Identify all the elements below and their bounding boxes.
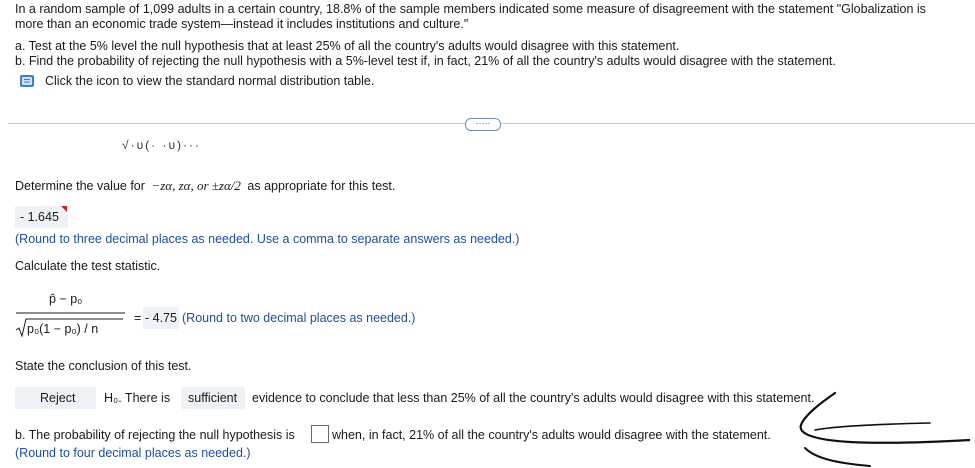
part-b-hint: (Round to four decimal places as needed.) — [15, 446, 251, 460]
part-b-text: b. Find the probability of rejecting the null hypothesis with a 5%-level test if, in fact, 21% of all the country's adults would disagree with the statement. — [15, 54, 836, 68]
expand-more-button[interactable]: ····· — [465, 118, 501, 131]
conclusion-rest: evidence to conclude that less than 25% of all the country's adults would disagree with this statement. — [252, 391, 815, 405]
critical-value-prompt-prefix: Determine the value for — [15, 179, 145, 193]
part-b-prompt-prefix: b. The probability of rejecting the null hypothesis is — [15, 428, 295, 442]
critical-value-prompt-suffix: as appropriate for this test. — [247, 179, 396, 193]
critical-value-answer-box[interactable] — [15, 206, 68, 228]
part-a-text: a. Test at the 5% level the null hypothesis that at least 25% of all the country's adults would disagree with this statement. — [15, 39, 680, 53]
question-text — [15, 2, 965, 69]
cut-off-formula: √·ᴜ(· ·ᴜ)··· — [122, 138, 202, 152]
evidence-value: sufficient — [188, 391, 238, 405]
evidence-dropdown[interactable] — [181, 387, 245, 409]
part-b-prompt-suffix: when, in fact, 21% of all the country's adults would disagree with the statement. — [332, 428, 771, 442]
formula-numerator: p̂ − p₀ — [49, 292, 83, 306]
critical-value-hint: (Round to three decimal places as needed. Use a comma to separate answers as needed.) — [15, 232, 520, 246]
formula-denominator: p₀(1 − p₀) / n — [27, 322, 99, 336]
decision-value: Reject — [40, 391, 76, 405]
decision-dropdown[interactable] — [15, 387, 96, 409]
critical-value-answer: - 1.645 — [20, 210, 59, 224]
test-statistic-hint: (Round to two decimal places as needed.) — [182, 311, 416, 325]
critical-value-symbols: −zα, zα, or ±zα/2 — [151, 178, 241, 193]
incorrect-flag-icon — [61, 206, 67, 212]
part-b-answer-input[interactable] — [311, 425, 329, 443]
test-statistic-answer: - 4.75 — [145, 311, 177, 325]
test-statistic-formula — [15, 288, 125, 340]
normal-table-link[interactable]: Click the icon to view the standard normal distribution table. — [45, 74, 375, 88]
equals-sign: = — [134, 311, 142, 325]
pen-scribble-mark — [795, 390, 970, 468]
question-line-1: In a random sample of 1,099 adults in a certain country, 18.8% of the sample members indicated some measure of disagreement with the statement "Globalization is — [15, 2, 926, 16]
book-icon[interactable] — [19, 74, 35, 88]
critical-value-prompt — [15, 178, 395, 194]
question-line-2: more than an economic trade system—instead it includes institutions and culture." — [15, 17, 469, 31]
conclusion-prompt: State the conclusion of this test. — [15, 359, 192, 373]
test-statistic-answer-box[interactable] — [143, 307, 179, 329]
hypothesis-text: H₀. There is — [104, 391, 171, 405]
test-statistic-prompt: Calculate the test statistic. — [15, 259, 161, 273]
